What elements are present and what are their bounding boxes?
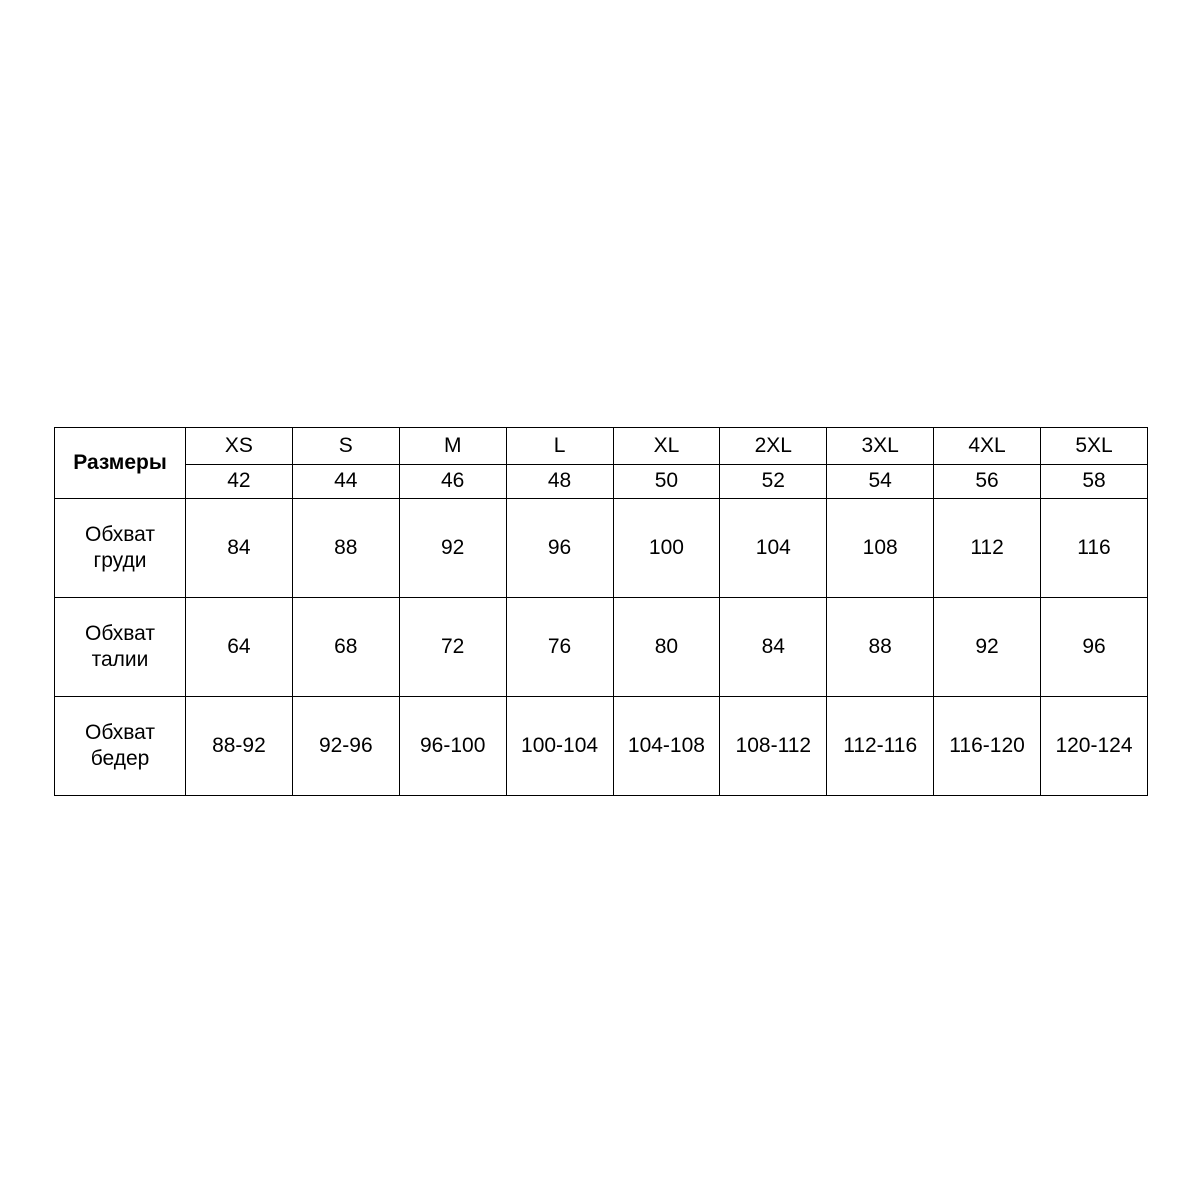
header-size-xl: XL [613,428,720,465]
table-row [55,598,1148,697]
header-num-52: 52 [720,465,827,499]
row-label-chest [55,499,186,598]
cell-hips-4xl: 116-120 [934,697,1041,796]
header-size-xs: XS [186,428,293,465]
cell-chest-4xl: 112 [934,499,1041,598]
header-size-m: M [399,428,506,465]
table-row-header-letters [55,428,1148,465]
cell-waist-l: 76 [506,598,613,697]
cell-chest-m: 92 [399,499,506,598]
cell-chest-xs: 84 [186,499,293,598]
cell-hips-xs: 88-92 [186,697,293,796]
row-label-chest-line1: Обхват [85,522,155,546]
row-label-hips-line1: Обхват [85,720,155,744]
header-num-56: 56 [934,465,1041,499]
header-size-5xl: 5XL [1041,428,1148,465]
cell-chest-l: 96 [506,499,613,598]
size-chart-table [54,427,1148,796]
cell-waist-xl: 80 [613,598,720,697]
cell-hips-s: 92-96 [292,697,399,796]
cell-hips-m: 96-100 [399,697,506,796]
row-label-waist-line1: Обхват [85,621,155,645]
cell-waist-5xl: 96 [1041,598,1148,697]
cell-chest-xl: 100 [613,499,720,598]
header-size-3xl: 3XL [827,428,934,465]
cell-waist-3xl: 88 [827,598,934,697]
cell-waist-xs: 64 [186,598,293,697]
table-row [55,697,1148,796]
row-label-hips-line2: бедер [90,747,150,770]
cell-hips-3xl: 112-116 [827,697,934,796]
cell-chest-s: 88 [292,499,399,598]
cell-chest-3xl: 108 [827,499,934,598]
table-row-header-numbers [55,465,1148,499]
row-label-waist-line2: талии [91,648,149,671]
header-size-4xl: 4XL [934,428,1041,465]
table-row [55,499,1148,598]
header-size-s: S [292,428,399,465]
row-label-hips [55,697,186,796]
header-num-54: 54 [827,465,934,499]
cell-hips-l: 100-104 [506,697,613,796]
cell-waist-s: 68 [292,598,399,697]
header-num-44: 44 [292,465,399,499]
header-num-50: 50 [613,465,720,499]
header-num-48: 48 [506,465,613,499]
header-size-l: L [506,428,613,465]
row-label-waist [55,598,186,697]
cell-hips-xl: 104-108 [613,697,720,796]
cell-waist-2xl: 84 [720,598,827,697]
cell-hips-5xl: 120-124 [1041,697,1148,796]
header-num-42: 42 [186,465,293,499]
cell-hips-2xl: 108-112 [720,697,827,796]
header-num-58: 58 [1041,465,1148,499]
header-size-2xl: 2XL [720,428,827,465]
cell-chest-5xl: 116 [1041,499,1148,598]
header-num-46: 46 [399,465,506,499]
cell-waist-4xl: 92 [934,598,1041,697]
cell-waist-m: 72 [399,598,506,697]
corner-label: Размеры [55,428,186,499]
size-chart-container [54,427,1148,796]
row-label-chest-line2: груди [93,549,147,572]
cell-chest-2xl: 104 [720,499,827,598]
